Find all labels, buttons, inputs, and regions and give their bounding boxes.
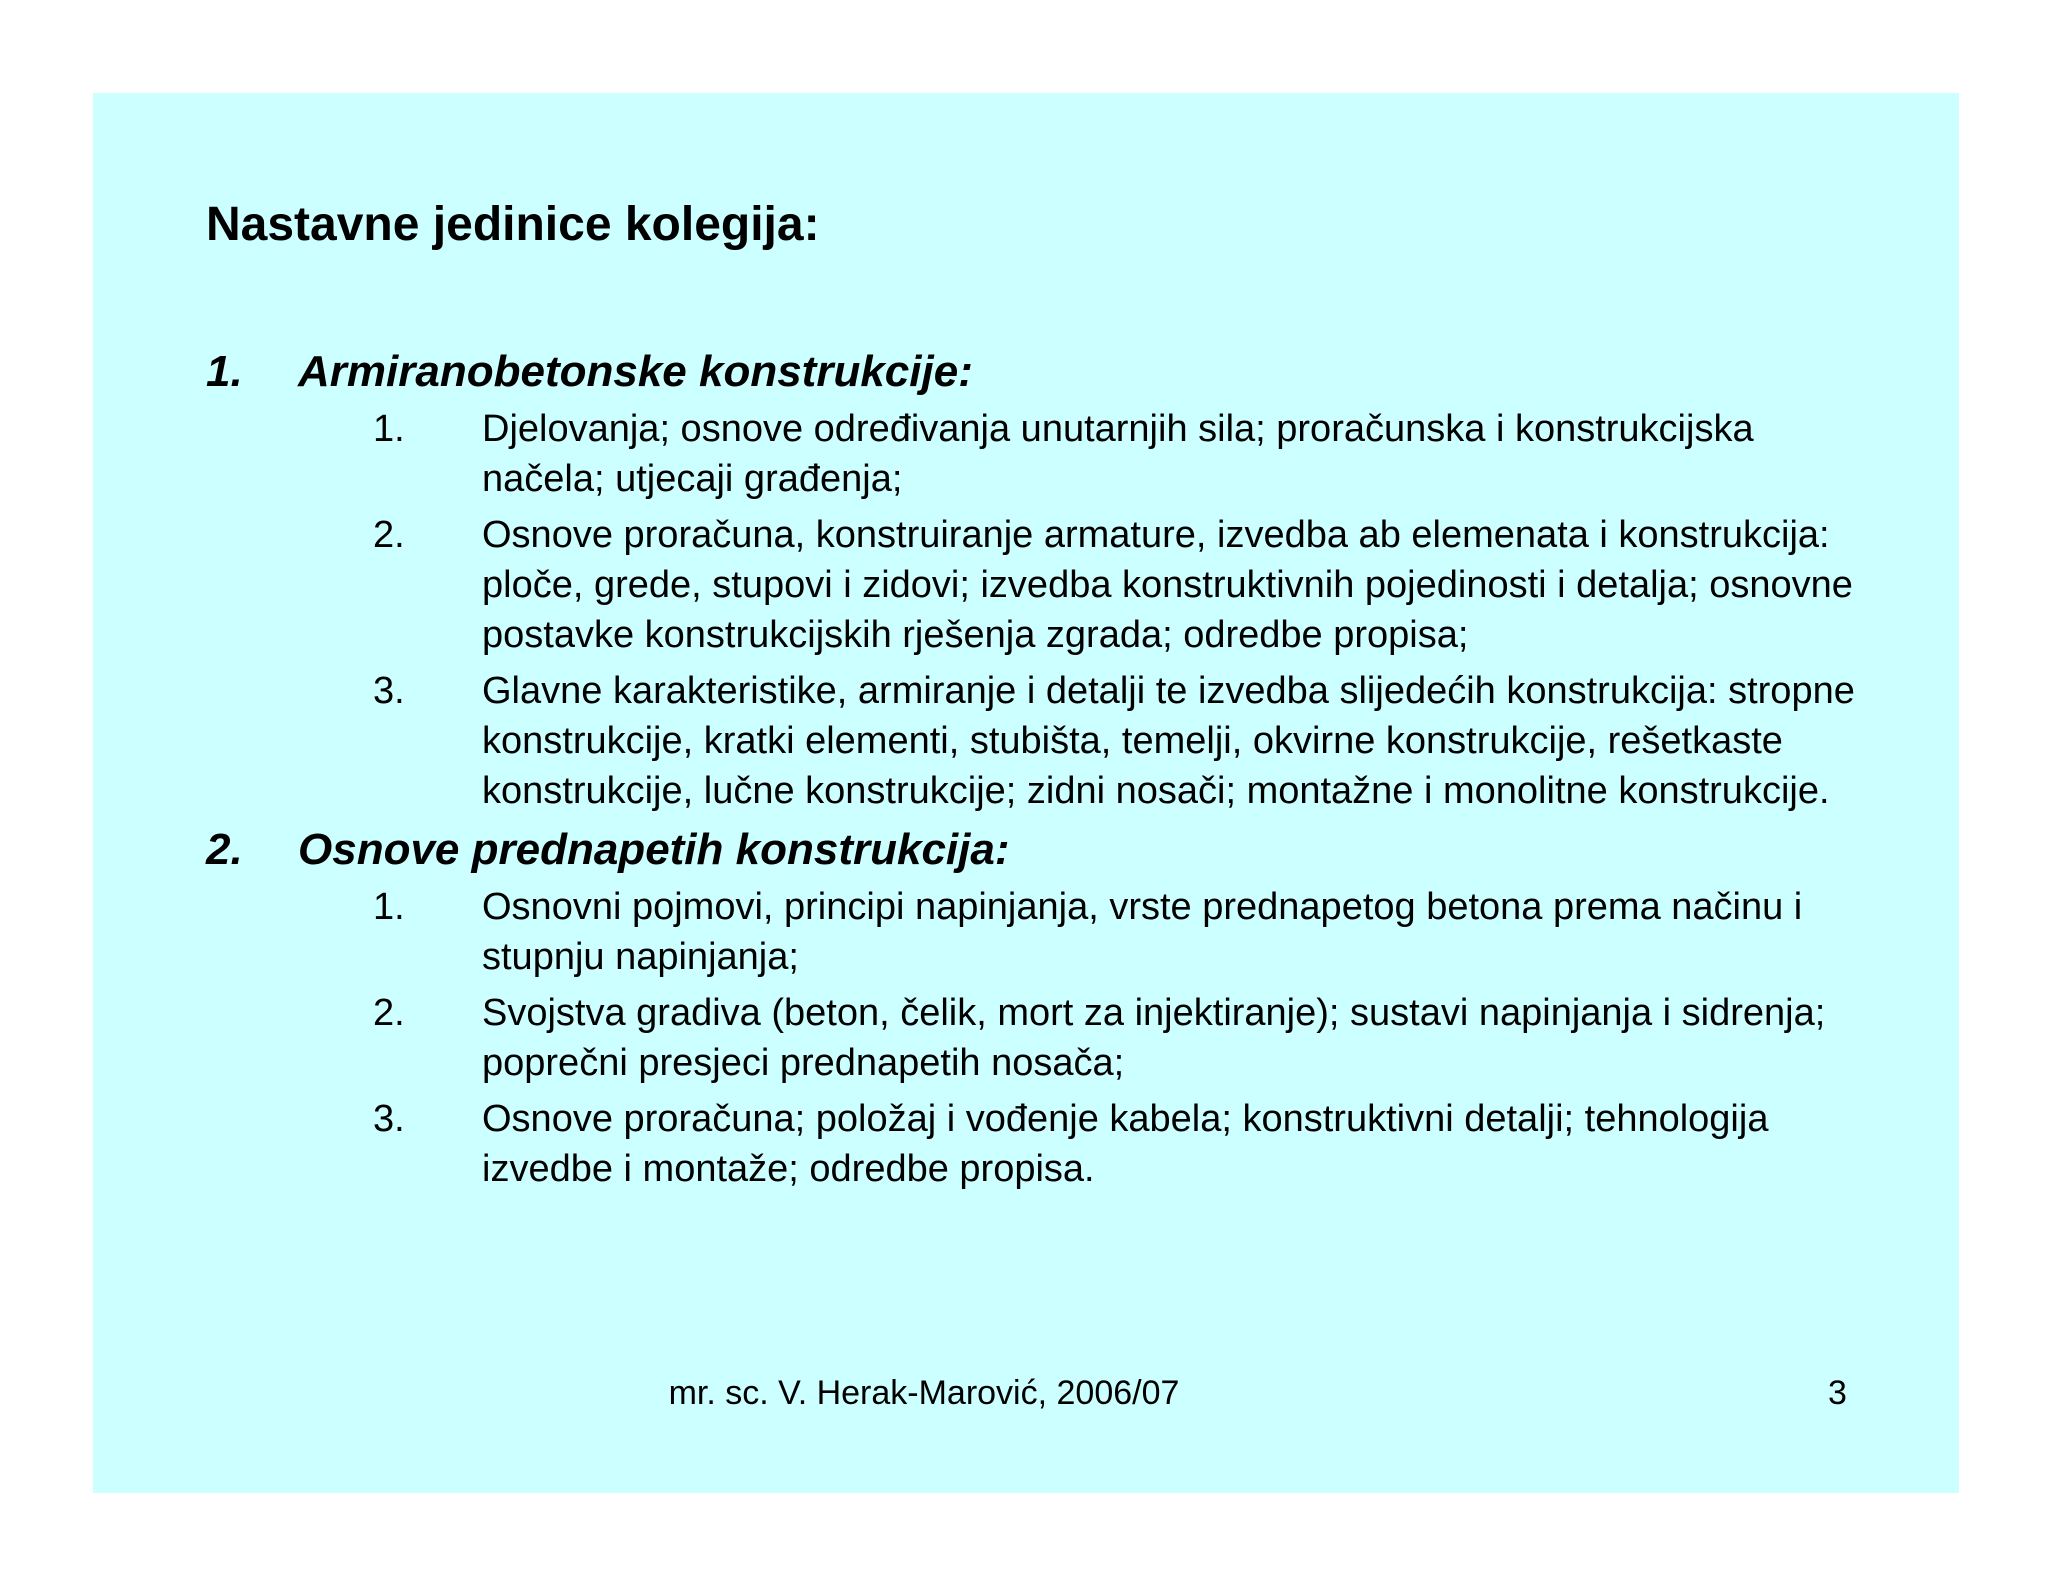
list-item: [373, 988, 1886, 1088]
section-number: 2.: [206, 825, 243, 874]
list-item-text: Djelovanja; osnove određivanja unutarnjih sila; proračunska i konstrukcijska načela; utjecaji građenja;: [482, 408, 1754, 500]
list-item-text: Osnove proračuna; položaj i vođenje kabela; konstruktivni detalji; tehnologija izvedbe i montaže; odredbe propisa.: [482, 1098, 1769, 1190]
list-item-number: 3.: [373, 1098, 405, 1140]
section-heading: [206, 346, 1886, 398]
footer-author-text: mr. sc. V. Herak-Marović, 2006/07: [668, 1374, 1180, 1412]
section-prestressed: [206, 824, 1886, 1194]
slide-title: Nastavne jedinice kolegija:: [206, 198, 820, 251]
list-item-number: 2.: [373, 992, 405, 1034]
section-heading: [206, 824, 1886, 876]
list-item-text: Osnovni pojmovi, principi napinjanja, vrste prednapetog betona prema načinu i stupnju napinjanja;: [482, 886, 1803, 978]
list-item: [373, 666, 1886, 816]
slide: [93, 93, 1959, 1493]
list-item: [373, 1094, 1886, 1194]
list-item: [373, 404, 1886, 504]
list-item: [373, 510, 1886, 660]
list-item-number: 1.: [373, 408, 405, 450]
list-item-number: 3.: [373, 670, 405, 712]
list-item-text: Osnove proračuna, konstruiranje armature, izvedba ab elemenata i konstrukcija: ploče, grede, stupovi i zidovi; izvedba konstruktivnih pojedinosti i detalja; osnovne postavke konstrukcijskih rješenja zgrada; odredbe propisa;: [482, 514, 1853, 656]
footer-author: [93, 1373, 1959, 1413]
list-item-text: Svojstva gradiva (beton, čelik, mort za injektiranje); sustavi napinjanja i sidrenja; poprečni presjeci prednapetih nosača;: [482, 992, 1826, 1084]
list-item-number: 2.: [373, 514, 405, 556]
section-number: 1.: [206, 347, 243, 396]
section-reinforced-concrete: [206, 346, 1886, 816]
section-title: Osnove prednapetih konstrukcija:: [298, 825, 1010, 874]
list-item: [373, 882, 1886, 982]
slide-content: [206, 346, 1886, 1194]
list-item-number: 1.: [373, 886, 405, 928]
section-title: Armiranobetonske konstrukcije:: [298, 347, 973, 396]
page-number: 3: [1828, 1374, 1847, 1412]
list-item-text: Glavne karakteristike, armiranje i detalji te izvedba slijedećih konstrukcija: stropne konstrukcije, kratki elementi, stubišta, temelji, okvirne konstrukcije, rešetkaste konstrukcije, lučne konstrukcije; zidni nosači; montažne i monolitne konstrukcije.: [482, 670, 1855, 812]
